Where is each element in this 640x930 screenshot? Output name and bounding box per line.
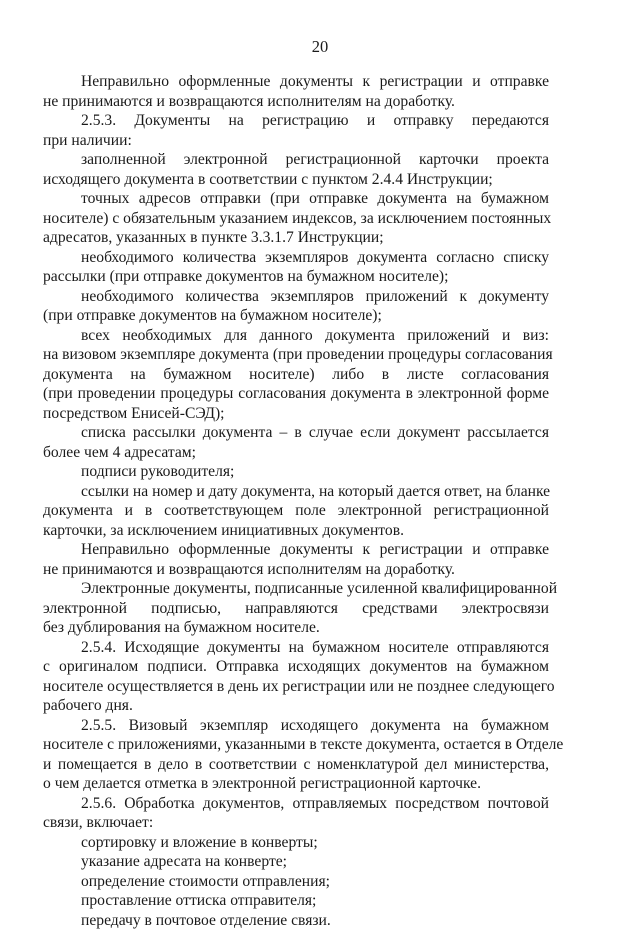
text-line: (при отправке документов на бумажном носителе); xyxy=(43,306,549,326)
text-line: ссылки на номер и дату документа, на который дается ответ, на бланке xyxy=(43,482,549,502)
text-line: с оригиналом подписи. Отправка исходящих документов на бумажном xyxy=(43,657,549,677)
text-line: носителе с приложениями, указанными в тексте документа, остается в Отделе xyxy=(43,735,549,755)
text-line: необходимого количества экземпляров приложений к документу xyxy=(43,287,549,307)
text-line: 2.5.4. Исходящие документы на бумажном носителе отправляются xyxy=(43,638,549,658)
text-line: рабочего дня. xyxy=(43,696,549,716)
document-body xyxy=(43,72,549,930)
text-line: карточки, за исключением инициативных документов. xyxy=(43,521,549,541)
text-line: более чем 4 адресатам; xyxy=(43,443,549,463)
text-line: без дублирования на бумажном носителе. xyxy=(43,618,549,638)
text-line: носителе осуществляется в день их регистрации или не позднее следующего xyxy=(43,677,549,697)
text-line: Неправильно оформленные документы к регистрации и отправке xyxy=(43,72,549,92)
text-line: заполненной электронной регистрационной карточки проекта xyxy=(43,150,549,170)
text-line: 2.5.3. Документы на регистрацию и отправку передаются xyxy=(43,111,549,131)
text-line: о чем делается отметка в электронной регистрационной карточке. xyxy=(43,774,549,794)
text-line: 2.5.5. Визовый экземпляр исходящего документа на бумажном xyxy=(43,716,549,736)
text-line: подписи руководителя; xyxy=(43,462,549,482)
text-line: рассылки (при отправке документов на бумажном носителе); xyxy=(43,267,549,287)
text-line: документа и в соответствующем поле электронной регистрационной xyxy=(43,501,549,521)
text-line: сортировку и вложение в конверты; xyxy=(43,833,549,853)
text-line: (при проведении процедуры согласования документа в электронной форме xyxy=(43,384,549,404)
text-line: связи, включает: xyxy=(43,813,549,833)
text-line: электронной подписью, направляются средствами электросвязи xyxy=(43,599,549,619)
text-line: документа на бумажном носителе) либо в листе согласования xyxy=(43,365,549,385)
text-line: указание адресата на конверте; xyxy=(43,852,549,872)
page-number: 20 xyxy=(0,38,640,56)
text-line: всех необходимых для данного документа приложений и виз: xyxy=(43,326,549,346)
text-line: проставление оттиска отправителя; xyxy=(43,891,549,911)
text-line: при наличии: xyxy=(43,131,549,151)
text-line: Электронные документы, подписанные усиленной квалифицированной xyxy=(43,579,549,599)
text-line: 2.5.6. Обработка документов, отправляемых посредством почтовой xyxy=(43,794,549,814)
text-line: не принимаются и возвращаются исполнителям на доработку. xyxy=(43,92,549,112)
text-line: Неправильно оформленные документы к регистрации и отправке xyxy=(43,540,549,560)
text-line: списка рассылки документа – в случае если документ рассылается xyxy=(43,423,549,443)
text-line: не принимаются и возвращаются исполнителям на доработку. xyxy=(43,560,549,580)
text-line: передачу в почтовое отделение связи. xyxy=(43,911,549,930)
text-line: адресатов, указанных в пункте 3.3.1.7 Инструкции; xyxy=(43,228,549,248)
text-line: необходимого количества экземпляров документа согласно списку xyxy=(43,248,549,268)
text-line: на визовом экземпляре документа (при проведении процедуры согласования xyxy=(43,345,549,365)
text-line: исходящего документа в соответствии с пунктом 2.4.4 Инструкции; xyxy=(43,170,549,190)
text-line: посредством Енисей-СЭД); xyxy=(43,404,549,424)
text-line: определение стоимости отправления; xyxy=(43,872,549,892)
text-line: носителе) с обязательным указанием индексов, за исключением постоянных xyxy=(43,209,549,229)
text-line: и помещается в дело в соответствии с номенклатурой дел министерства, xyxy=(43,755,549,775)
text-line: точных адресов отправки (при отправке документа на бумажном xyxy=(43,189,549,209)
